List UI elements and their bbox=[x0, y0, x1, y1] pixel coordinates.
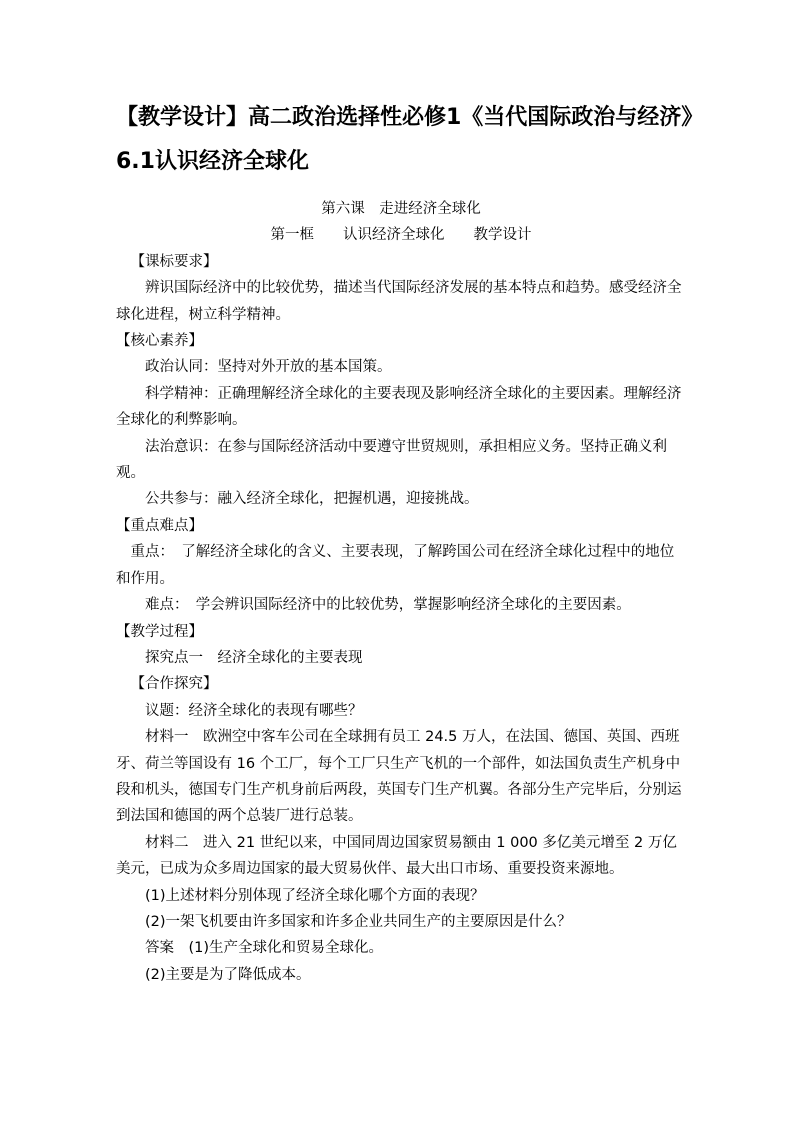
section-cooperate: 【合作探究】 bbox=[130, 676, 218, 693]
literacy-political: 政治认同：坚持对外开放的基本国策。 bbox=[145, 359, 392, 376]
section-curriculum: 【课标要求】 bbox=[130, 253, 218, 270]
section-literacy: 【核心素养】 bbox=[116, 333, 203, 350]
material-one: 材料一 欧洲空中客车公司在全球拥有员工 24.5 万人，在法国、德国、英国、西班牙、荷兰等国设有 16 个工厂，每个工厂只生产飞机的一个部件，如法国负责生产机身中段和机头，德国专门生产机身前后两段，英国专门生产机翼。各部分生产完毕后，分别运到法国和德国的两个总装厂进行总装。 bbox=[116, 729, 682, 825]
frame-heading: 第一框 认识经济全球化 教学设计 bbox=[270, 227, 532, 244]
document-title: 【教学设计】高二政治选择性必修1《当代国际政治与经济》6.1认识经济全球化 bbox=[116, 105, 693, 174]
explore-point: 探究点一 经济全球化的主要表现 bbox=[145, 649, 363, 666]
curriculum-text: 辨识国际经济中的比较优势，描述当代国际经济发展的基本特点和趋势。感受经济全球化进程，树立科学精神。 bbox=[116, 280, 682, 323]
literacy-public: 公共参与：融入经济全球化，把握机遇，迎接挑战。 bbox=[145, 491, 479, 508]
literacy-law: 法治意识：在参与国际经济活动中要遵守世贸规则，承担相应义务。坚持正确义利观。 bbox=[116, 438, 667, 482]
key-point: 重点： 了解经济全球化的含义、主要表现，了解跨国公司在经济全球化过程中的地位和作用。 bbox=[116, 544, 675, 587]
question-two: (2)一架飞机要由许多国家和许多企业共同生产的主要原因是什么？ bbox=[145, 913, 572, 930]
lesson-heading: 第六课 走进经济全球化 bbox=[321, 201, 481, 217]
section-key-difficult: 【重点难点】 bbox=[116, 517, 203, 534]
topic-question: 议题：经济全球化的表现有哪些？ bbox=[145, 702, 363, 719]
literacy-science: 科学精神：正确理解经济全球化的主要表现及影响经济全球化的主要因素。理解经济全球化的利弊影响。 bbox=[116, 385, 682, 429]
difficult-point: 难点： 学会辨识国际经济中的比较优势，掌握影响经济全球化的主要因素。 bbox=[145, 597, 631, 614]
answer-one: 答案 (1)生产全球化和贸易全球化。 bbox=[145, 940, 384, 957]
section-process: 【教学过程】 bbox=[116, 623, 203, 640]
document-body bbox=[116, 196, 686, 988]
material-two: 材料二 进入 21 世纪以来，中国同周边国家贸易额由 1 000 多亿美元增至 2 万亿美元，已成为众多周边国家的最大贸易伙伴、最大出口市场、重要投资来源地。 bbox=[116, 834, 677, 878]
question-one: (1)上述材料分别体现了经济全球化哪个方面的表现？ bbox=[145, 887, 485, 904]
answer-two: (2)主要是为了降低成本。 bbox=[145, 966, 311, 983]
